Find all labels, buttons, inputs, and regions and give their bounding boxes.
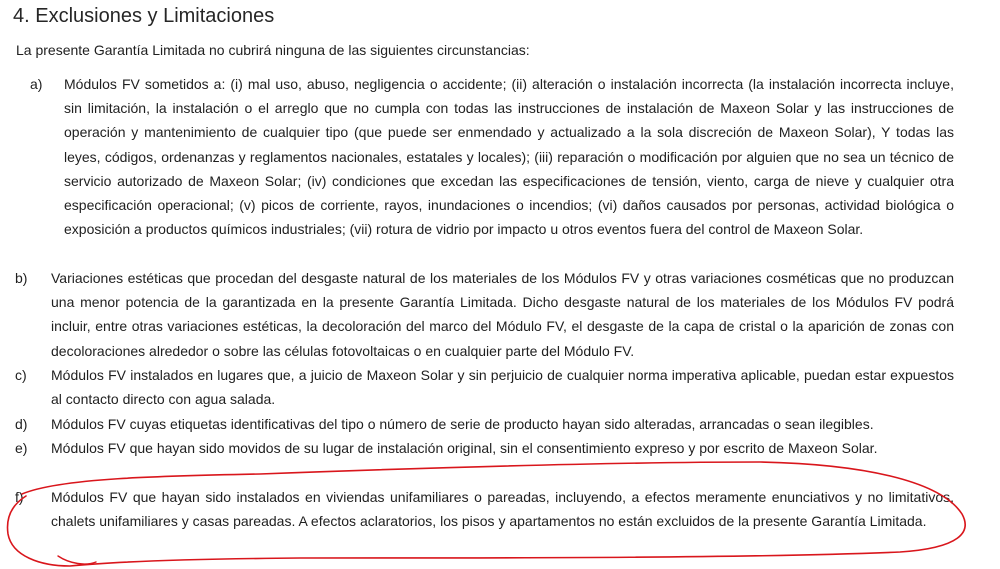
list-item-text: Variaciones estéticas que procedan del desgaste natural de los materiales de los Módulos FV y otras variaciones cosméticas que no produzcan una menor potencia de la garantizada en la presente Garantía Limitada. Dicho desgaste natural de los materiales de los Módulos FV podrá incluir, entre otras variaciones estéticas, la decoloración del marco del Módulo FV, el desgaste de la capa de cristal o la aparición de zonas con decoloraciones alrededor o sobre las células fotovoltaicas o en cualquier parte del Módulo FV. <box>51 270 954 359</box>
section-intro: La presente Garantía Limitada no cubrirá ninguna de las siguientes circunstancias: <box>16 42 530 58</box>
list-item-text: Módulos FV sometidos a: (i) mal uso, abuso, negligencia o accidente; (ii) alteración o instalación incorrecta (la instalación incorrecta incluye, sin limitación, la instalación o el arreglo que no cumpla con todas las instrucciones de instalación de Maxeon Solar y las instrucciones de operación y mantenimiento de cualquier tipo (que puede ser enmendado y actualizado a la sola discreción de Maxeon Solar), Y todas las leyes, códigos, ordenanzas y reglamentos nacionales, estatales y locales); (iii) reparación o modificación por alguien que no sea un técnico de servicio autorizado de Maxeon Solar; (iv) condiciones que excedan las especificaciones de tensión, viento, carga de nieve y cualquier otra especificación operacional; (v) picos de corriente, rayos, inundaciones o incendios; (vi) daños causados por personas, actividad biológica o exposición a productos químicos industriales; (vii) rotura de vidrio por impacto u otros eventos fuera del control de Maxeon Solar. <box>64 76 954 238</box>
list-item-text: Módulos FV que hayan sido movidos de su lugar de instalación original, sin el consentimiento expreso y por escrito de Maxeon Solar. <box>51 440 878 456</box>
list-item-marker: f) <box>15 489 24 505</box>
annotation-tail <box>58 556 96 564</box>
list-item-marker: a) <box>30 76 43 92</box>
list-item-text: Módulos FV instalados en lugares que, a juicio de Maxeon Solar y sin perjuicio de cualquier norma imperativa aplicable, puedan estar expuestos al contacto directo con agua salada. <box>51 367 954 408</box>
list-item-text: Módulos FV que hayan sido instalados en viviendas unifamiliares o pareadas, incluyendo, a efectos meramente enunciativos y no limitativos, chalets unifamiliares y casas pareadas. A efectos aclaratorios, los pisos y apartamentos no están excluidos de la presente Garantía Limitada. <box>51 489 954 530</box>
section-heading: 4. Exclusiones y Limitaciones <box>13 5 275 27</box>
list-item-marker: e) <box>15 440 28 456</box>
list-item-marker: b) <box>15 270 28 286</box>
list-item-marker: c) <box>15 367 27 383</box>
list-item-text: Módulos FV cuyas etiquetas identificativas del tipo o número de serie de producto hayan sido alteradas, arrancadas o sean ilegibles. <box>51 416 874 432</box>
list-item-marker: d) <box>15 416 28 432</box>
